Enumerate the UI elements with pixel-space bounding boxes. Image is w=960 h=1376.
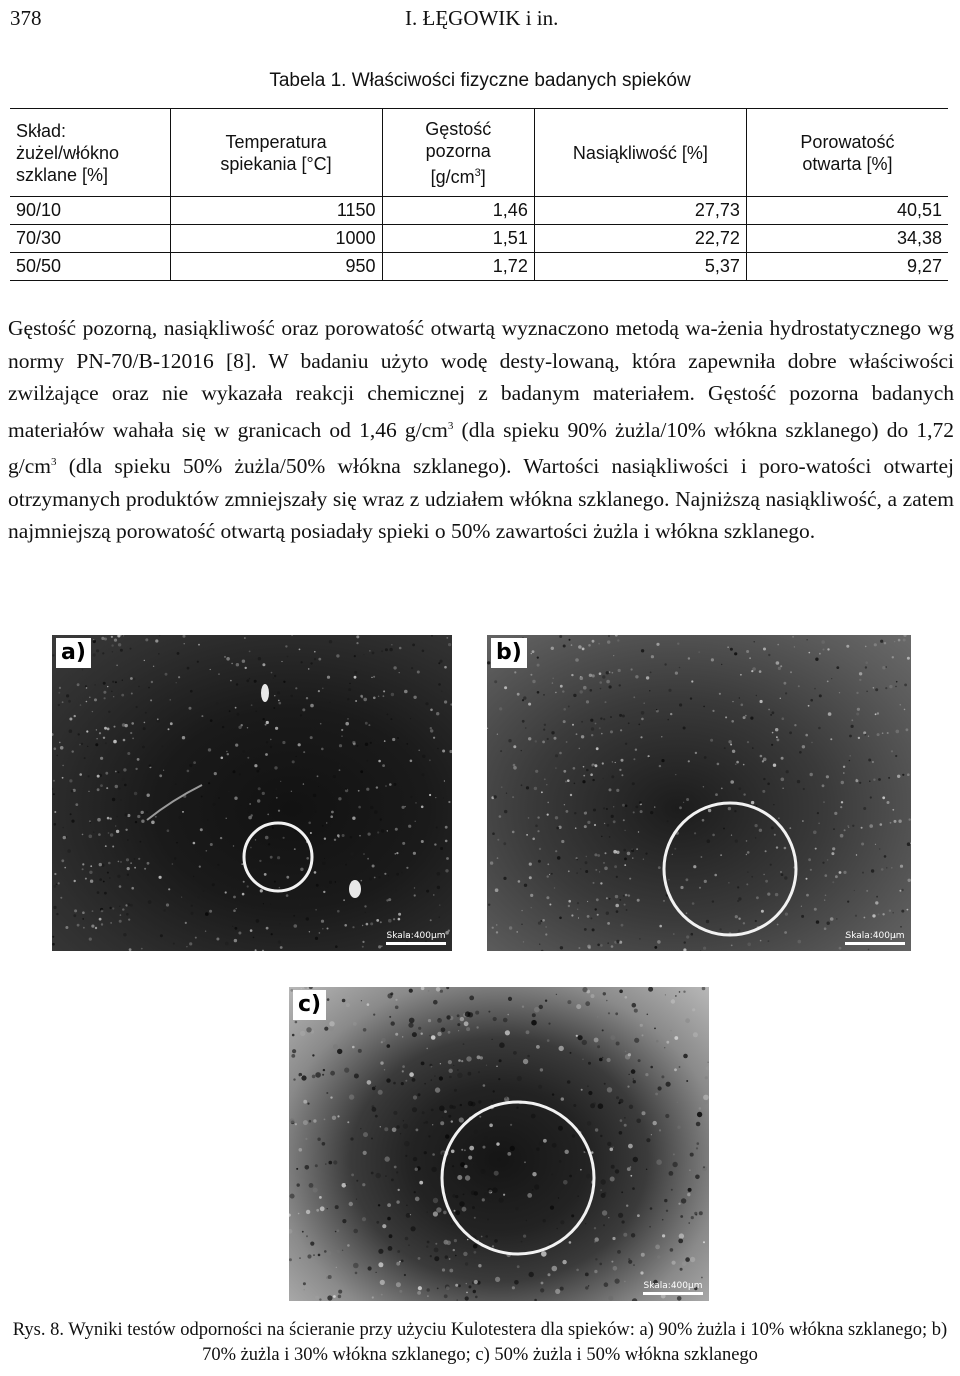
micrograph-c: [289, 987, 709, 1301]
scale-bar-b: Skala:400µm: [845, 931, 905, 945]
cell-absorption: 27,73: [534, 197, 746, 225]
cell-absorption: 22,72: [534, 225, 746, 253]
scale-bar-a: Skala:400µm: [386, 931, 446, 945]
cell-porosity: 40,51: [746, 197, 948, 225]
panel-label-a: a): [56, 638, 91, 668]
cell-density: 1,46: [382, 197, 534, 225]
table-caption: Tabela 1. Właściwości fizyczne badanych spieków: [269, 70, 691, 91]
cell-composition: 90/10: [10, 197, 170, 225]
cell-temperature: 950: [170, 253, 382, 281]
cell-temperature: 1150: [170, 197, 382, 225]
micrograph-b: [487, 635, 911, 951]
header-density: Gęstość pozorna $[g/cm^3]$: [382, 109, 534, 197]
scale-bar-c: Skala:400µm: [643, 1281, 703, 1295]
page-header: [10, 6, 950, 30]
cell-density: 1,72: [382, 253, 534, 281]
bright-particle: [349, 880, 361, 898]
speckle-texture: [289, 987, 709, 1301]
header-temperature: Temperatura spiekania [°C]: [170, 109, 382, 197]
running-head: I. ŁĘGOWIK i in.: [405, 6, 559, 30]
wear-circle: [442, 1102, 594, 1254]
panel-label-c: c): [293, 990, 326, 1020]
micrograph-a: [52, 635, 452, 951]
header-porosity: Porowatość otwarta [%]: [746, 109, 948, 197]
page-number: 378: [10, 6, 42, 30]
fiber-mark: [147, 785, 202, 820]
cell-absorption: 5,37: [534, 253, 746, 281]
cell-density: 1,51: [382, 225, 534, 253]
header-composition: Skład: żużel/włókno szklane [%]: [10, 109, 170, 197]
table-row: [10, 197, 948, 225]
micrograph-c-texture: [289, 987, 709, 1301]
cell-composition: 70/30: [10, 225, 170, 253]
micrograph-a-texture: [52, 635, 452, 951]
properties-table: [10, 108, 948, 281]
cell-temperature: 1000: [170, 225, 382, 253]
cell-porosity: 34,38: [746, 225, 948, 253]
header-absorption: Nasiąkliwość [%]: [534, 109, 746, 197]
wear-circle: [664, 803, 796, 935]
table-row: [10, 253, 948, 281]
panel-label-b: b): [491, 638, 527, 668]
table-row: [10, 225, 948, 253]
micrograph-b-texture: [487, 635, 911, 951]
cell-composition: 50/50: [10, 253, 170, 281]
bright-particle: [261, 684, 269, 702]
table-header-row: [10, 109, 948, 197]
body-paragraph: Gęstość pozorną, nasiąkliwość oraz porowatość otwartą wyznaczono metodą wa-żenia hydrostatycznego wg normy PN-70/B-12016 [8]. W badaniu użyto wodę desty-lowaną, która zapewniła dobre właściwości zwilżające oraz nie wykazała reakcji chemicznej z badanym materiałem. Gęstość pozorna badanych materiałów wahała się w granicach od 1,46 $g/cm^3$ (dla spieku 90% żużla/10% włókna szklanego) do 1,72 $g/cm^3$ (dla spieku 50% żużla/50% włókna szklanego). Wartości nasiąkliwości i poro-watości otwartej otrzymanych produktów zmniejszały się wraz z udziałem włókna szklanego. Najniższą nasiąkliwość, a zatem najmniejszą porowatość otwartą posiadały spieki o 50% zawartości żużla i włókna szklanego.: [8, 316, 954, 544]
figure-caption: Rys. 8. Wyniki testów odporności na ścieranie przy użyciu Kulotestera dla spieków: a) 90% żużla i 10% włókna szklanego; b) 70% żużla i 30% włókna szklanego; c) 50% żużla i 50% włókna szklanego: [12, 1320, 948, 1365]
cell-porosity: 9,27: [746, 253, 948, 281]
speckle-texture: [52, 635, 452, 951]
speckle-texture: [487, 635, 911, 951]
